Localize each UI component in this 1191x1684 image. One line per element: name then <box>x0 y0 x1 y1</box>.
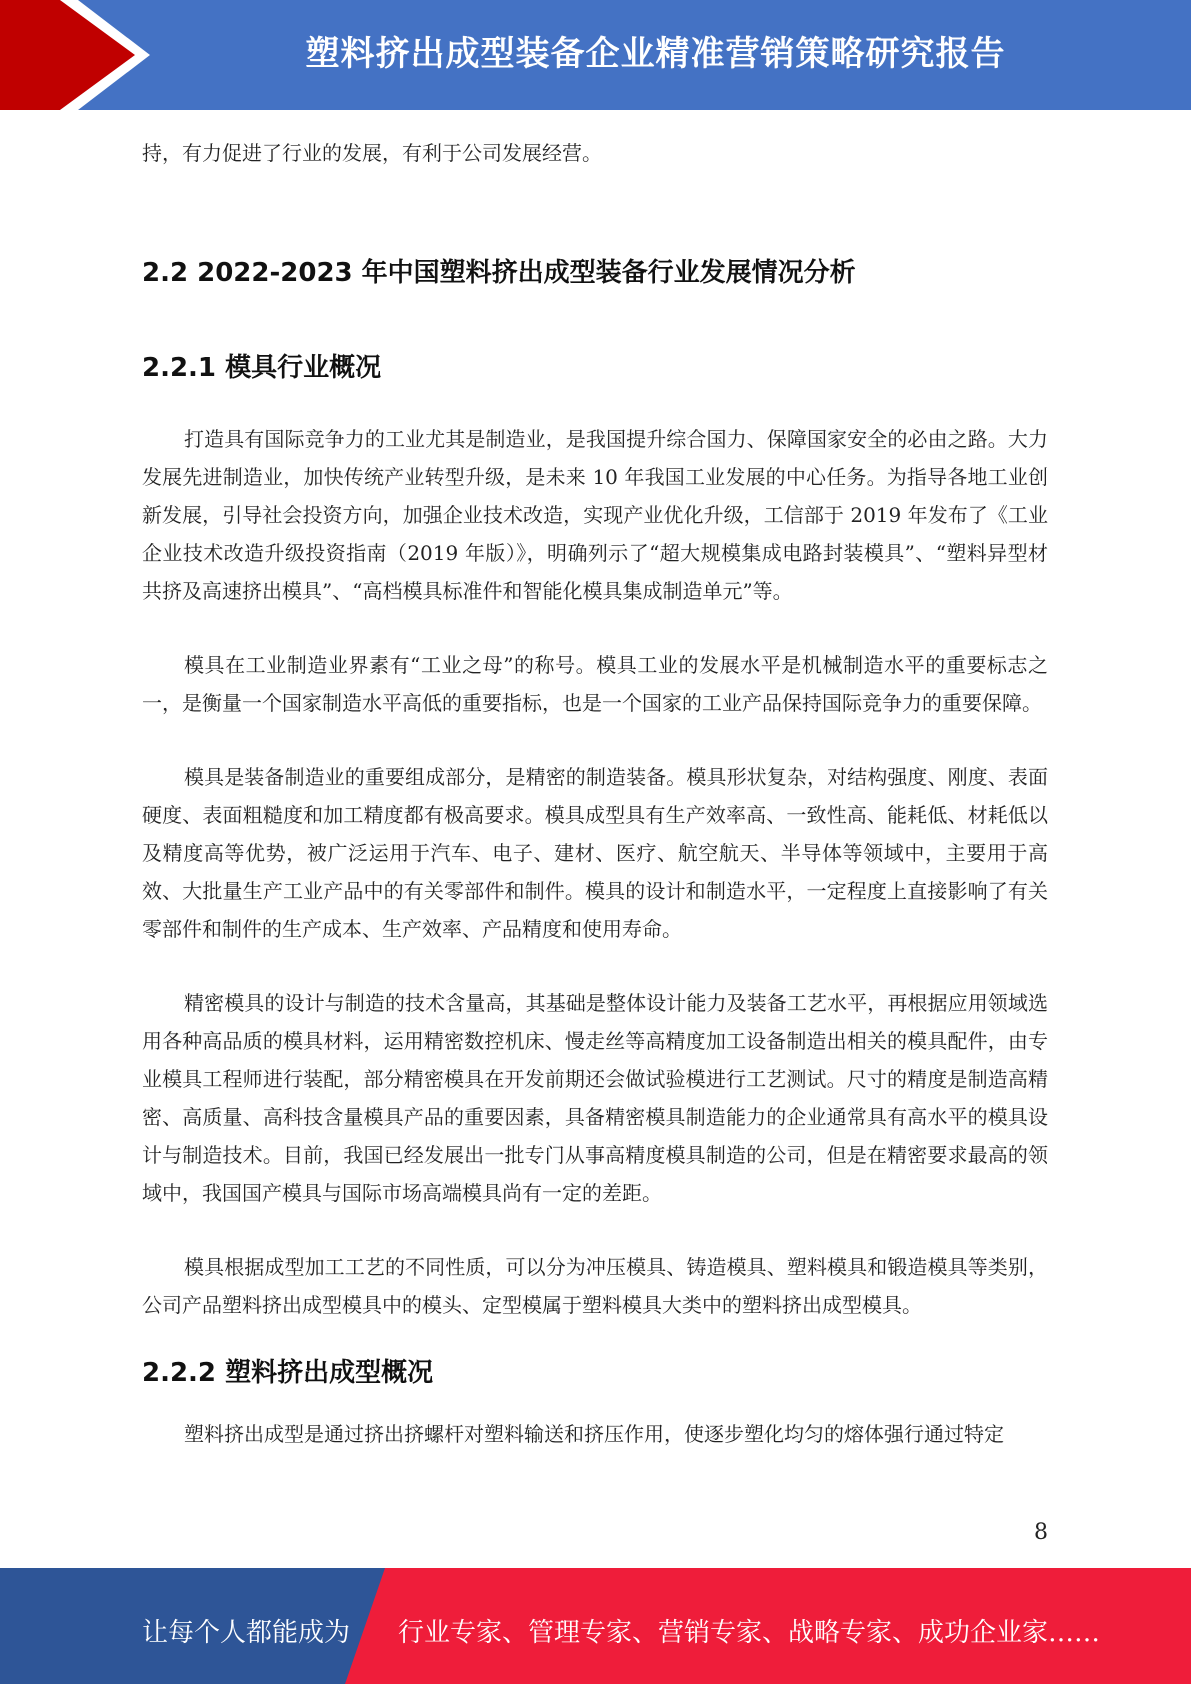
paragraph-5: 模具根据成型加工工艺的不同性质，可以分为冲压模具、铸造模具、塑料模具和锻造模具等类别，公司产品塑料挤出成型模具中的模头、定型模属于塑料模具大类中的塑料挤出成型模具。 <box>142 1255 1048 1317</box>
paragraph-4: 精密模具的设计与制造的技术含量高，其基础是整体设计能力及装备工艺水平，再根据应用领域选用各种高品质的模具材料，运用精密数控机床、慢走丝等高精度加工设备制造出相关的模具配件，由专业模具工程师进行装配，部分精密模具在开发前期还会做试验模进行工艺测试。尺寸的精度是制造高精密、高质量、高科技含量模具产品的重要因素，具备精密模具制造能力的企业通常具有高水平的模具设计与制造技术。目前，我国已经发展出一批专门从事高精度模具制造的公司，但是在精密要求最高的领域中，我国国产模具与国际市场高端模具尚有一定的差距。 <box>142 991 1048 1205</box>
section-heading-2-2: 2.2 2022-2023 年中国塑料挤出成型装备行业发展情况分析 <box>142 258 856 288</box>
paragraph-2: 模具在工业制造业界素有“工业之母”的称号。模具工业的发展水平是机械制造水平的重要标志之一，是衡量一个国家制造水平高低的重要指标，也是一个国家的工业产品保持国际竞争力的重要保障。 <box>142 653 1048 715</box>
intro-line: 持，有力促进了行业的发展，有利于公司发展经营。 <box>142 141 602 165</box>
footer-slogan-left: 让每个人都能成为 <box>142 1618 351 1648</box>
report-title: 塑料挤出成型装备企业精准营销策略研究报告 <box>305 34 1006 74</box>
footer-slogan-right: 行业专家、管理专家、营销专家、战略专家、成功企业家…… <box>398 1618 1101 1648</box>
page-number: 8 <box>1034 1520 1048 1545</box>
page-header <box>0 0 1191 110</box>
paragraph-1: 打造具有国际竞争力的工业尤其是制造业，是我国提升综合国力、保障国家安全的必由之路。大力发展先进制造业，加快传统产业转型升级，是未来 10 年我国工业发展的中心任务。为指导各地工业创新发展，引导社会投资方向，加强企业技术改造，实现产业优化升级，工信部于 2019 年发布了《工业企业技术改造升级投资指南（2019 年版）》，明确列示了“超大规模集成电路封装模具”、“塑料异型材共挤及高速挤出模具”、“高档模具标准件和智能化模具集成制造单元”等。 <box>142 427 1048 603</box>
header-arrow-decoration <box>0 0 160 110</box>
page-footer <box>0 1568 1191 1684</box>
paragraph-6: 塑料挤出成型是通过挤出挤螺杆对塑料输送和挤压作用，使逐步塑化均匀的熔体强行通过特定 <box>184 1422 1004 1446</box>
paragraph-3: 模具是装备制造业的重要组成部分，是精密的制造装备。模具形状复杂，对结构强度、刚度、表面硬度、表面粗糙度和加工精度都有极高要求。模具成型具有生产效率高、一致性高、能耗低、材耗低以及精度高等优势，被广泛运用于汽车、电子、建材、医疗、航空航天、半导体等领域中，主要用于高效、大批量生产工业产品中的有关零部件和制件。模具的设计和制造水平，一定程度上直接影响了有关零部件和制件的生产成本、生产效率、产品精度和使用寿命。 <box>142 765 1048 941</box>
section-heading-2-2-1: 2.2.1 模具行业概况 <box>142 353 382 383</box>
main-content <box>142 130 1048 1453</box>
section-heading-2-2-2: 2.2.2 塑料挤出成型概况 <box>142 1358 434 1388</box>
